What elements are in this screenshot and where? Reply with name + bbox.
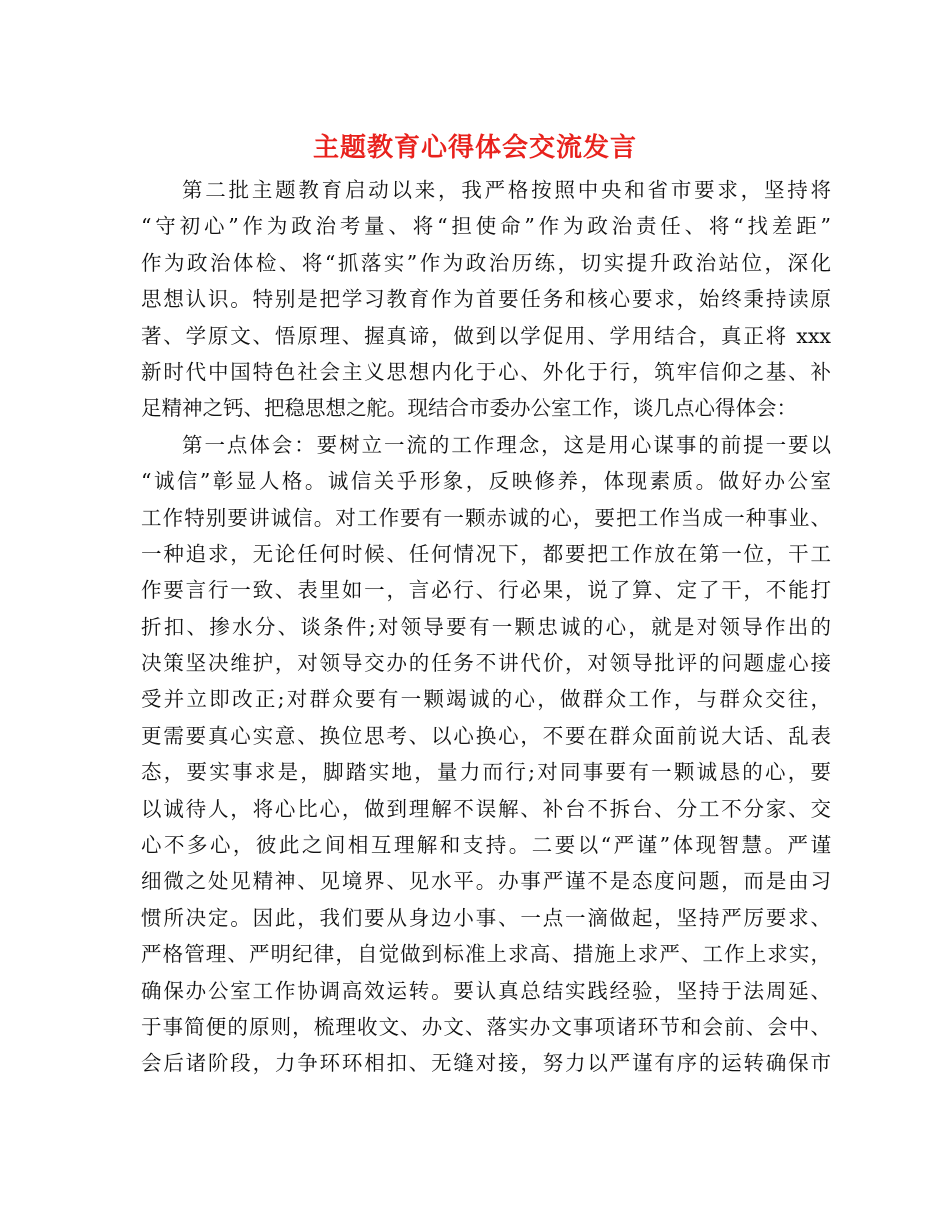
text-line: 细微之处见精神、见境界、见水平。办事严谨不是态度问题，而是由习 — [141, 869, 831, 894]
text-line: 态，要实事求是，脚踏实地，量力而行;对同事要有一颗诚恳的心，要 — [141, 760, 831, 785]
text-line: 一种追求，无论任何时候、任何情况下，都要把工作放在第一位，干工 — [141, 541, 831, 566]
text-line: 折扣、掺水分、谈条件;对领导要有一颗忠诚的心，就是对领导作出的 — [141, 614, 831, 639]
text-line: 第二批主题教育启动以来，我严格按照中央和省市要求，坚持将 — [182, 178, 831, 202]
text-line: 会后诸阶段，力争环环相扣、无缝对接，努力以严谨有序的运转确保市 — [141, 1051, 831, 1076]
text-line: 作要言行一致、表里如一，言必行、行必果，说了算、定了干，不能打 — [141, 578, 831, 603]
text-line: 于事简便的原则，梳理收文、办文、落实办文事项诸环节和会前、会中、 — [141, 1014, 831, 1039]
text-line: 著、学原文、悟原理、握真谛，做到以学促用、学用结合，真正将 xxx — [141, 323, 831, 348]
paragraph-1 — [141, 172, 831, 427]
text-line: 受并立即改正;对群众要有一颗竭诚的心，做群众工作，与群众交往， — [141, 687, 831, 712]
text-line: 新时代中国特色社会主义思想内化于心、外化于行，筑牢信仰之基、补 — [141, 359, 831, 384]
text-line: 以诚待人，将心比心，做到理解不误解、补台不拆台、分工不分家、交 — [141, 796, 831, 821]
text-line: 思想认识。特别是把学习教育作为首要任务和核心要求，始终秉持读原 — [141, 287, 831, 312]
text-line: 决策坚决维护，对领导交办的任务不讲代价，对领导批评的问题虚心接 — [141, 651, 831, 676]
text-line: 更需要真心实意、换位思考、以心换心，不要在群众面前说大话、乱表 — [141, 723, 831, 748]
document-title: 主题教育心得体会交流发言 — [312, 133, 637, 163]
text-line: 工作特别要讲诚信。对工作要有一颗赤诚的心，要把工作当成一种事业、 — [141, 505, 831, 530]
text-line: 严格管理、严明纪律，自觉做到标准上求高、措施上求严、工作上求实， — [141, 942, 831, 967]
text-line: 作为政治体检、将“抓落实”作为政治历练，切实提升政治站位，深化 — [141, 250, 831, 275]
text-line: 足精神之钙、把稳思想之舵。现结合市委办公室工作，谈几点心得体会： — [141, 396, 797, 421]
text-line: 心不多心，彼此之间相互理解和支持。二要以“严谨”体现智慧。严谨 — [141, 833, 831, 858]
paragraph-2 — [141, 427, 831, 1082]
text-line: “诚信”彰显人格。诚信关乎形象，反映修养，体现素质。做好办公室 — [141, 469, 831, 494]
text-line: “守初心”作为政治考量、将“担使命”作为政治责任、将“找差距” — [141, 214, 831, 239]
text-line: 第一点体会：要树立一流的工作理念，这是用心谋事的前提一要以 — [182, 432, 831, 457]
document-body — [141, 172, 831, 1082]
text-line: 惯所决定。因此，我们要从身边小事、一点一滴做起，坚持严厉要求、 — [141, 905, 831, 930]
text-line: 确保办公室工作协调高效运转。要认真总结实践经验，坚持于法周延、 — [141, 978, 831, 1003]
